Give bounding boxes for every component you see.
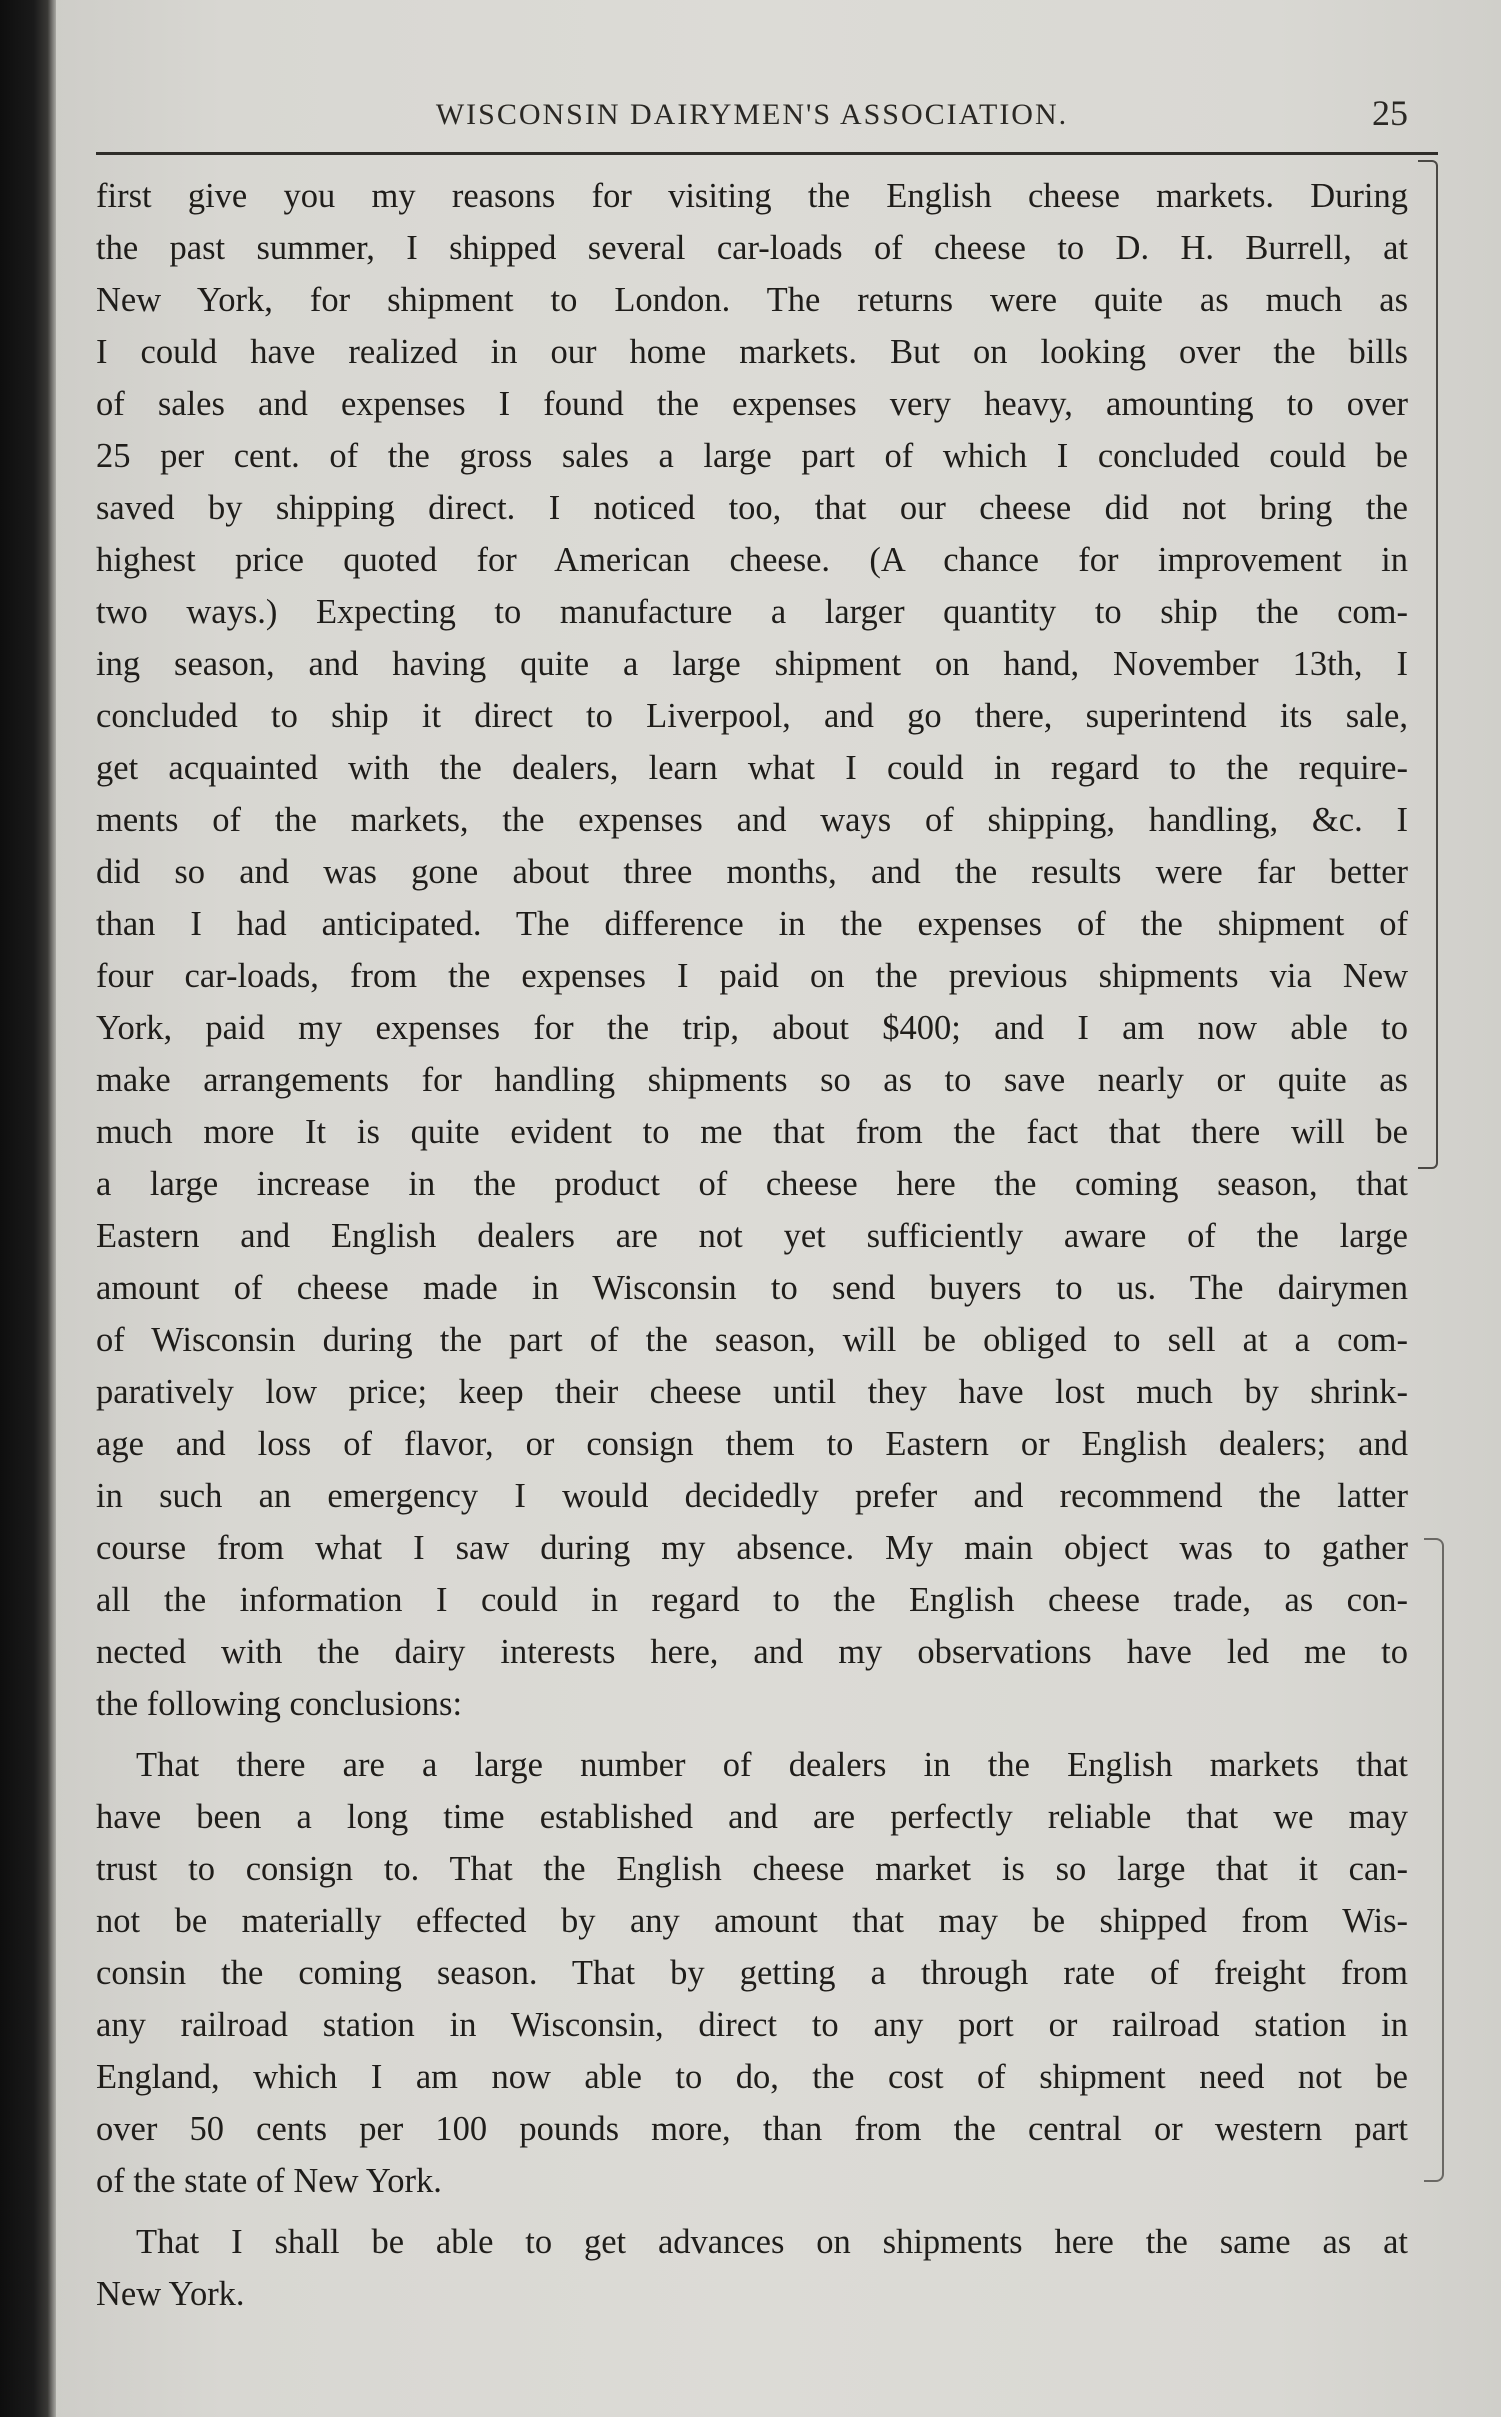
text-line: all the information I could in regard to the English cheese trade, as con- <box>96 1581 1408 1619</box>
text-line: of the state of New York. <box>96 2162 442 2200</box>
text-line: than I had anticipated. The difference in the expenses of the shipment of <box>96 905 1408 943</box>
text-line: Eastern and English dealers are not yet sufficiently aware of the large <box>96 1217 1408 1255</box>
text-line: make arrangements for handling shipments so as to save nearly or quite as <box>96 1061 1408 1099</box>
paragraph-gap <box>96 2207 1408 2216</box>
text-line: amount of cheese made in Wisconsin to send buyers to us. The dairymen <box>96 1269 1408 1307</box>
header-rule <box>96 152 1438 155</box>
text-line: consin the coming season. That by getting a through rate of freight from <box>96 1954 1408 1992</box>
body-text <box>96 170 1408 2320</box>
text-line: ing season, and having quite a large shipment on hand, November 13th, I <box>96 645 1408 683</box>
text-line: did so and was gone about three months, and the results were far better <box>96 853 1408 891</box>
text-line: age and loss of flavor, or consign them to Eastern or English dealers; and <box>96 1425 1408 1463</box>
page-header <box>96 92 1408 144</box>
text-line: New York. <box>96 2275 245 2313</box>
running-head: WISCONSIN DAIRYMEN'S ASSOCIATION. <box>435 98 1069 131</box>
text-line: nected with the dairy interests here, and my observations have led me to <box>96 1633 1408 1671</box>
text-line: England, which I am now able to do, the cost of shipment need not be <box>96 2058 1408 2096</box>
text-line: ments of the markets, the expenses and ways of shipping, handling, &c. I <box>96 801 1408 839</box>
text-line: the past summer, I shipped several car-loads of cheese to D. H. Burrell, at <box>96 229 1408 267</box>
text-line: New York, for shipment to London. The returns were quite as much as <box>96 281 1408 319</box>
text-line: much more It is quite evident to me that from the fact that there will be <box>96 1113 1408 1151</box>
text-line: course from what I saw during my absence. My main object was to gather <box>96 1529 1408 1567</box>
text-line: paratively low price; keep their cheese until they have lost much by shrink- <box>96 1373 1408 1411</box>
text-line: four car-loads, from the expenses I paid on the previous shipments via New <box>96 957 1408 995</box>
text-line: concluded to ship it direct to Liverpool, and go there, superintend its sale, <box>96 697 1408 735</box>
paragraph <box>96 2216 1408 2320</box>
margin-bracket-mark <box>1424 1538 1444 2182</box>
text-line: first give you my reasons for visiting the English cheese markets. During <box>96 177 1408 215</box>
margin-bracket-mark <box>1418 160 1438 1169</box>
text-line: That I shall be able to get advances on shipments here the same as at <box>136 2223 1408 2261</box>
text-line: of sales and expenses I found the expenses very heavy, amounting to over <box>96 385 1408 423</box>
page-number: 25 <box>1372 93 1408 133</box>
text-line: of Wisconsin during the part of the season, will be obliged to sell at a com- <box>96 1321 1408 1359</box>
text-line: I could have realized in our home markets. But on looking over the bills <box>96 333 1408 371</box>
text-line: York, paid my expenses for the trip, about $400; and I am now able to <box>96 1009 1408 1047</box>
text-line: highest price quoted for American cheese. (A chance for improvement in <box>96 541 1408 579</box>
text-line: trust to consign to. That the English cheese market is so large that it can- <box>96 1850 1408 1888</box>
text-line: in such an emergency I would decidedly prefer and recommend the latter <box>96 1477 1408 1515</box>
text-line: two ways.) Expecting to manufacture a larger quantity to ship the com- <box>96 593 1408 631</box>
text-line: the following conclusions: <box>96 1685 463 1723</box>
text-line: saved by shipping direct. I noticed too, that our cheese did not bring the <box>96 489 1408 527</box>
text-line: get acquainted with the dealers, learn what I could in regard to the require- <box>96 749 1408 787</box>
text-line: 25 per cent. of the gross sales a large part of which I concluded could be <box>96 437 1408 475</box>
text-line: a large increase in the product of cheese here the coming season, that <box>96 1165 1408 1203</box>
paragraph <box>96 1739 1408 2207</box>
paragraph-gap <box>96 1730 1408 1739</box>
paragraph <box>96 170 1408 1730</box>
text-line: any railroad station in Wisconsin, direct to any port or railroad station in <box>96 2006 1408 2044</box>
text-line: over 50 cents per 100 pounds more, than from the central or western part <box>96 2110 1408 2148</box>
text-line: have been a long time established and are perfectly reliable that we may <box>96 1798 1408 1836</box>
text-line: not be materially effected by any amount that may be shipped from Wis- <box>96 1902 1408 1940</box>
binding-edge <box>0 0 56 2417</box>
text-line: That there are a large number of dealers in the English markets that <box>136 1746 1408 1784</box>
